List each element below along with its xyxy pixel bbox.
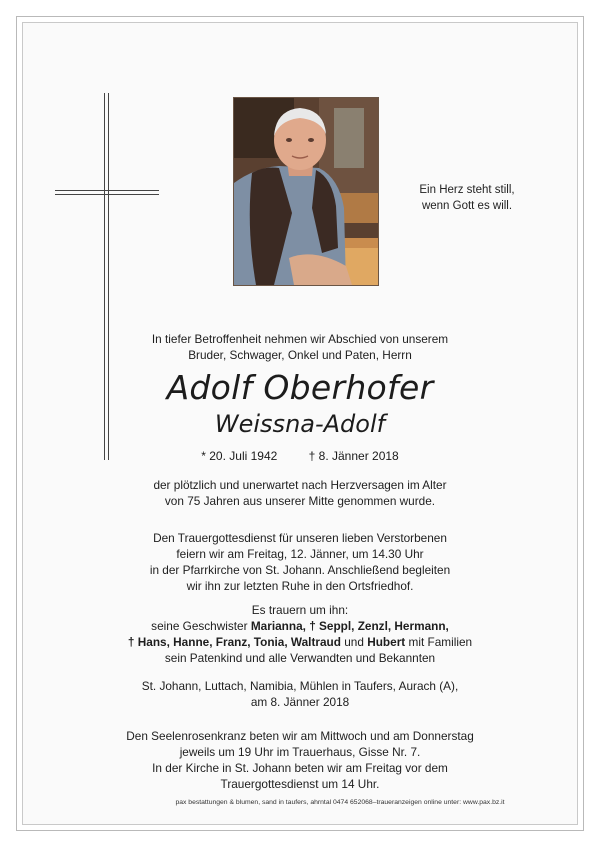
service-info [100, 530, 500, 594]
rosary-info [100, 728, 500, 792]
rosary-line: In der Kirche in St. Johann beten wir am Freitag vor dem [152, 761, 448, 775]
rosary-line: jeweils um 19 Uhr im Trauerhaus, Gisse Nr. 7. [179, 745, 421, 759]
date-line: am 8. Jänner 2018 [250, 695, 350, 709]
quote-line: Ein Herz steht still, [419, 184, 515, 196]
mourners-line [100, 634, 500, 650]
quote [392, 182, 542, 214]
rosary-line: Trauergottesdienst um 14 Uhr. [220, 777, 380, 791]
death-note-line: von 75 Jahren aus unserer Mitte genommen wurde. [164, 494, 436, 508]
mourners-and: und [340, 635, 368, 649]
intro-line: In tiefer Betroffenheit nehmen wir Abschied von unserem [151, 332, 449, 346]
death-date: † 8. Jänner 2018 [308, 449, 399, 463]
mourners-prefix: seine Geschwister [151, 619, 251, 633]
mourners-line [100, 618, 500, 634]
intro-text [100, 331, 500, 363]
quote-line: wenn Gott es will. [421, 200, 513, 212]
death-note-line: der plötzlich und unerwartet nach Herzversagen im Alter [153, 478, 447, 492]
mourners-line: sein Patenkind und alle Verwandten und Bekannten [164, 651, 436, 665]
mourners-heading: Es trauern um ihn: [251, 603, 349, 617]
place-line: St. Johann, Luttach, Namibia, Mühlen in Taufers, Aurach (A), [141, 679, 459, 693]
mourners [100, 602, 500, 666]
deceased-name: Adolf Oberhofer [166, 368, 434, 407]
death-note [100, 477, 500, 509]
birth-date: * 20. Juli 1942 [201, 449, 278, 463]
service-line: Den Trauergottesdienst für unseren lieben Verstorbenen [153, 531, 447, 545]
portrait-photo [234, 98, 378, 285]
sibling-names: Marianna, † Seppl, Zenzl, Hermann, [250, 619, 449, 633]
place-date [100, 678, 500, 710]
footer-imprint: pax bestattungen & blumen, sand in taufers, ahrntal 0474 652068–traueranzeigen online unter: www.pax.bz.it [175, 799, 505, 806]
sibling-name: Hubert [367, 635, 406, 649]
rosary-line: Den Seelenrosenkranz beten wir am Mittwoch und am Donnerstag [126, 729, 474, 743]
sibling-names: † Hans, Hanne, Franz, Tonia, Waltraud [127, 635, 341, 649]
mourners-suffix: mit Familien [405, 635, 473, 649]
service-line: in der Pfarrkirche von St. Johann. Anschließend begleiten [149, 563, 451, 577]
deceased-nickname: Weissna-Adolf [214, 410, 386, 438]
service-line: wir ihn zur letzten Ruhe in den Ortsfriedhof. [186, 579, 414, 593]
intro-line: Bruder, Schwager, Onkel und Paten, Herrn [188, 348, 412, 362]
service-line: feiern wir am Freitag, 12. Jänner, um 14.30 Uhr [176, 547, 424, 561]
life-dates [100, 448, 500, 464]
